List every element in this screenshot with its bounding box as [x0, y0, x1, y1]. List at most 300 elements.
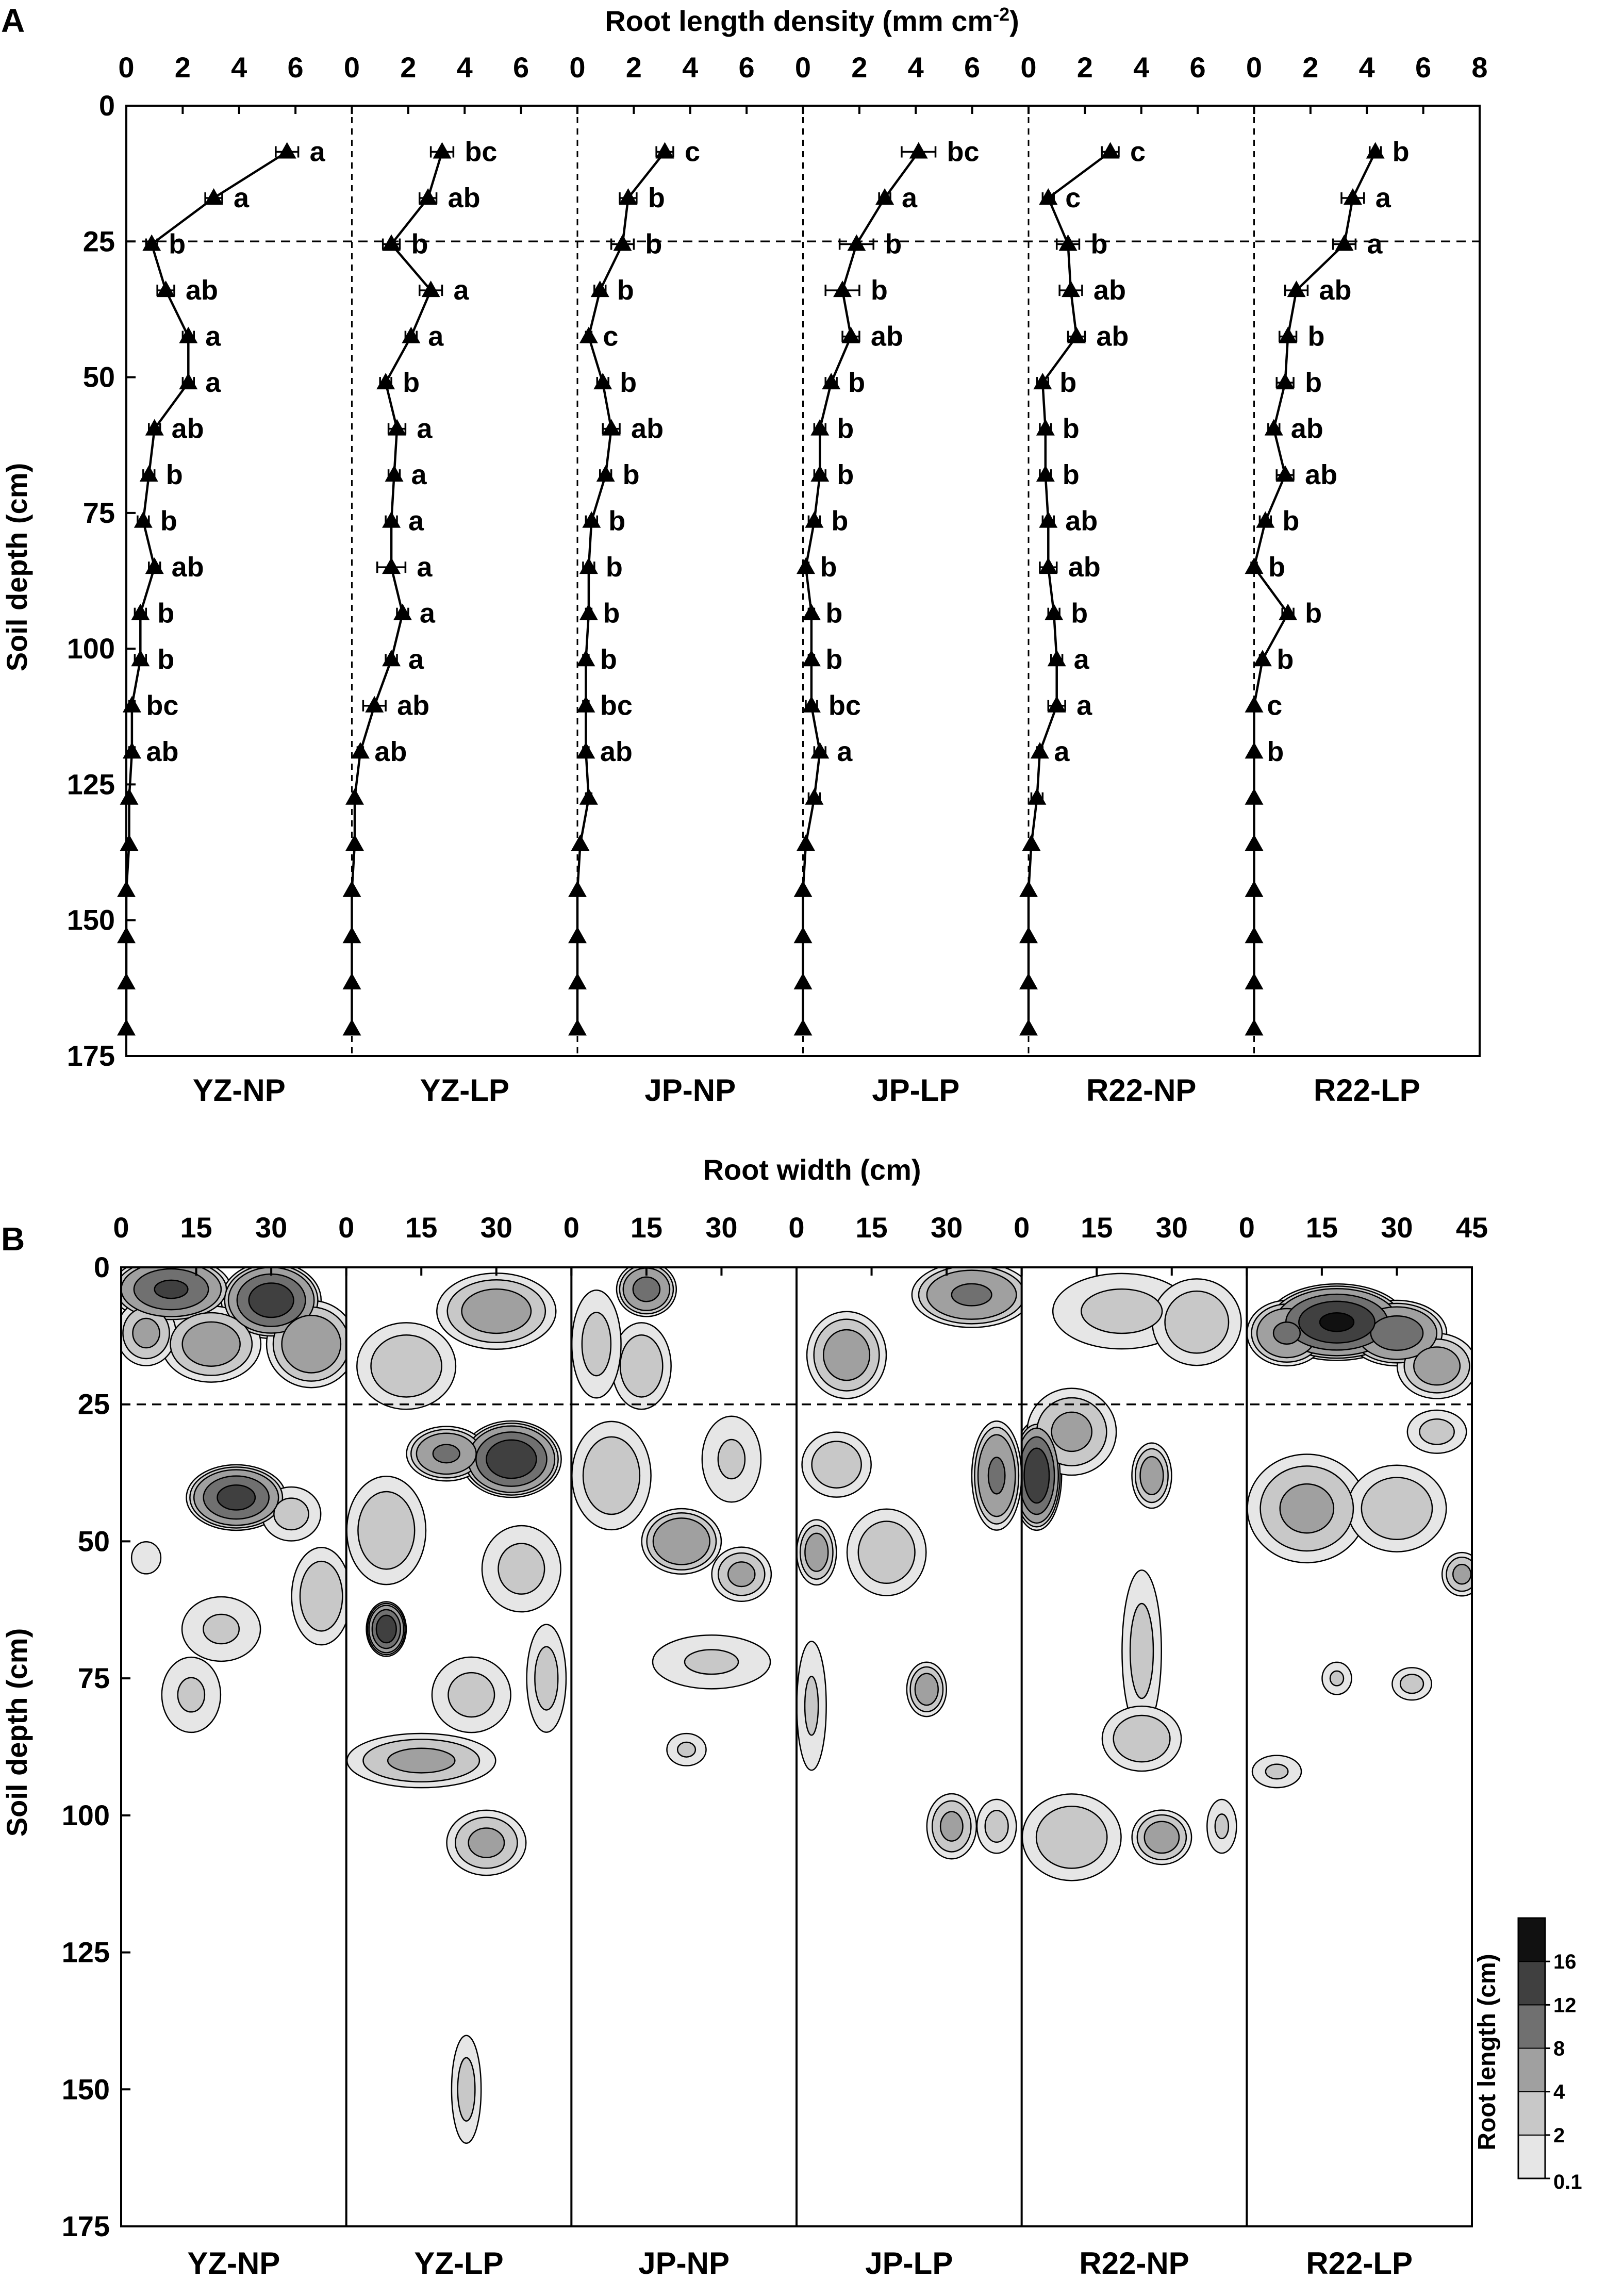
significance-letter: ab — [397, 690, 430, 721]
y-tick-label: 50 — [77, 1525, 110, 1558]
significance-letter: ab — [631, 413, 664, 444]
data-point-triangle — [797, 557, 815, 574]
significance-letter: ab — [146, 736, 179, 768]
data-point-triangle — [797, 834, 815, 851]
significance-letter: a — [411, 459, 427, 491]
significance-letter: ab — [600, 736, 633, 768]
significance-letter: b — [608, 505, 626, 537]
data-point-triangle — [614, 235, 632, 251]
data-point-triangle — [343, 881, 361, 897]
x-tick-label: 0 — [338, 1211, 355, 1244]
data-point-triangle — [794, 881, 813, 897]
significance-letter: c — [684, 136, 700, 168]
y-tick-label: 25 — [82, 225, 115, 258]
contour-band — [1362, 1478, 1432, 1540]
treatment-label: R22-LP — [1313, 1073, 1420, 1108]
significance-letter: b — [160, 505, 177, 537]
significance-letter: b — [825, 598, 843, 629]
significance-letter: b — [1062, 459, 1080, 491]
contour-band — [583, 1437, 640, 1514]
data-point-triangle — [568, 1019, 587, 1035]
significance-letter: b — [1267, 736, 1284, 768]
x-tick-label: 0 — [118, 51, 135, 84]
data-point-triangle — [1101, 142, 1120, 159]
significance-letter: b — [825, 644, 843, 675]
treatment-label: YZ-LP — [414, 2246, 504, 2280]
significance-letter: a — [205, 321, 221, 352]
series-r22-np — [1019, 51, 1206, 1108]
data-point-triangle — [1059, 235, 1078, 251]
significance-letter: a — [1054, 736, 1070, 768]
data-point-triangle — [579, 604, 598, 620]
contour-band — [1165, 1291, 1229, 1353]
significance-letter: b — [1059, 367, 1077, 399]
x-tick-label: 4 — [907, 51, 924, 84]
contour-band — [1419, 1419, 1454, 1444]
contour-panel-r22-lp — [1247, 1267, 1482, 2226]
contour-band — [155, 1280, 188, 1298]
panel-a-plot-area — [67, 51, 1488, 1108]
data-point-triangle — [117, 881, 136, 897]
y-tick-label: 125 — [61, 1936, 110, 1969]
x-tick-label: 0 — [569, 51, 586, 84]
data-point-triangle — [1039, 557, 1057, 574]
significance-letter: b — [837, 413, 854, 444]
significance-letter: b — [1305, 598, 1322, 629]
data-point-triangle — [794, 973, 813, 989]
x-tick-label: 15 — [405, 1211, 438, 1244]
significance-letter: c — [1130, 136, 1146, 168]
x-tick-label: 30 — [1381, 1211, 1413, 1244]
data-point-triangle — [794, 927, 813, 943]
colorbar-tick-label: 16 — [1553, 1951, 1577, 1974]
data-point-triangle — [568, 881, 587, 897]
contour-band — [858, 1522, 915, 1583]
significance-letter: b — [870, 275, 888, 306]
y-tick-label: 0 — [98, 89, 115, 122]
contour-band — [805, 1676, 818, 1735]
significance-letter: a — [1076, 690, 1092, 721]
x-tick-label: 6 — [287, 51, 304, 84]
contour-panel-yz-np — [111, 1257, 356, 2226]
colorbar-tick-label: 0.1 — [1553, 2171, 1582, 2193]
significance-letter: b — [157, 644, 175, 675]
contour-band — [940, 1812, 963, 1841]
significance-letter: a — [205, 367, 221, 399]
treatment-label: JP-LP — [865, 2246, 953, 2280]
significance-letter: b — [820, 552, 837, 583]
contour-band — [433, 1445, 460, 1463]
panel-b-letter: B — [1, 1220, 25, 1258]
data-point-triangle — [568, 927, 587, 943]
x-tick-label: 30 — [930, 1211, 963, 1244]
data-point-triangle — [909, 142, 928, 159]
panel-b-title: Root width (cm) — [703, 1153, 921, 1186]
series-line — [1254, 152, 1376, 1029]
significance-letter: c — [1267, 690, 1283, 721]
data-point-triangle — [1344, 188, 1362, 205]
contour-band — [1320, 1313, 1354, 1331]
data-point-triangle — [1245, 788, 1264, 805]
x-tick-label: 8 — [1471, 51, 1488, 84]
x-tick-label: 15 — [1081, 1211, 1113, 1244]
y-tick-label: 150 — [67, 903, 115, 936]
significance-letter: bc — [146, 690, 179, 721]
significance-letter: b — [1090, 228, 1108, 260]
significance-letter: ab — [1068, 552, 1101, 583]
contour-band — [823, 1330, 870, 1380]
contour-band — [718, 1440, 745, 1479]
data-point-triangle — [1019, 1019, 1038, 1035]
contour-band — [1273, 1322, 1300, 1344]
significance-letter: b — [1062, 413, 1080, 444]
panel-b-plot-area — [62, 1211, 1488, 2280]
significance-letter: b — [885, 228, 902, 260]
colorbar-band — [1518, 1918, 1545, 1961]
treatment-label: JP-NP — [644, 1073, 736, 1108]
colorbar-band — [1518, 2092, 1545, 2135]
data-point-triangle — [278, 142, 296, 159]
significance-letter: a — [428, 321, 444, 352]
x-tick-label: 6 — [1189, 51, 1206, 84]
data-point-triangle — [841, 327, 860, 343]
data-point-triangle — [571, 834, 589, 851]
significance-letter: a — [902, 183, 918, 214]
x-tick-label: 6 — [513, 51, 529, 84]
x-tick-label: 2 — [400, 51, 417, 84]
data-point-triangle — [388, 419, 406, 436]
treatment-label: R22-NP — [1086, 1073, 1197, 1108]
significance-letter: a — [309, 136, 325, 168]
colorbar-band — [1518, 1961, 1545, 2005]
significance-letter: b — [169, 228, 186, 260]
significance-letter: b — [1268, 552, 1285, 583]
x-tick-label: 30 — [255, 1211, 288, 1244]
x-tick-label: 0 — [563, 1211, 579, 1244]
data-point-triangle — [1253, 650, 1272, 666]
significance-letter: b — [605, 552, 623, 583]
significance-letter: b — [837, 459, 854, 491]
panel-a-ylabel: Soil depth (cm) — [1, 462, 33, 672]
significance-letter: b — [648, 183, 665, 214]
x-tick-label: 2 — [625, 51, 642, 84]
x-tick-label: 4 — [231, 51, 247, 84]
contour-band — [458, 2058, 475, 2121]
data-point-triangle — [345, 788, 364, 805]
contour-band — [1024, 1448, 1050, 1503]
contour-band — [620, 1335, 662, 1397]
colorbar-band — [1518, 2005, 1545, 2048]
data-point-triangle — [1245, 1019, 1264, 1035]
x-tick-label: 0 — [343, 51, 360, 84]
data-point-triangle — [602, 419, 621, 436]
contour-band — [1052, 1412, 1092, 1451]
contour-band — [952, 1284, 992, 1306]
panel-background — [121, 1267, 346, 2226]
contour-band — [469, 1828, 504, 1857]
contour-panel-yz-lp — [346, 1267, 572, 2226]
colorbar — [1473, 1918, 1582, 2193]
contour-band — [985, 1810, 1008, 1842]
x-tick-label: 15 — [855, 1211, 888, 1244]
significance-letter: b — [1305, 367, 1322, 399]
x-tick-label: 6 — [964, 51, 981, 84]
significance-letter: b — [617, 275, 634, 306]
significance-letter: ab — [1096, 321, 1129, 352]
x-tick-label: 45 — [1455, 1211, 1488, 1244]
x-tick-label: 0 — [794, 51, 811, 84]
x-tick-label: 0 — [1238, 1211, 1255, 1244]
panel-a — [1, 2, 1488, 1108]
data-point-triangle — [802, 650, 821, 666]
significance-letter: a — [419, 598, 435, 629]
contour-band — [1330, 1671, 1344, 1686]
significance-letter: a — [417, 413, 433, 444]
y-tick-label: 100 — [67, 632, 115, 665]
x-tick-label: 2 — [851, 51, 868, 84]
treatment-label: YZ-NP — [187, 2246, 280, 2280]
significance-letter: b — [411, 228, 428, 260]
contour-band — [462, 1289, 531, 1333]
x-tick-label: 30 — [1155, 1211, 1188, 1244]
significance-letter: b — [1392, 136, 1410, 168]
contour-band — [1266, 1764, 1288, 1779]
contour-band — [1145, 1822, 1179, 1853]
significance-letter: c — [603, 321, 619, 352]
significance-letter: ab — [870, 321, 903, 352]
data-point-triangle — [576, 650, 595, 666]
contour-band — [1114, 1715, 1170, 1762]
data-point-triangle — [117, 1019, 136, 1035]
contour-band — [486, 1440, 536, 1478]
contour-panel-jp-lp — [797, 1262, 1031, 2226]
y-tick-label: 150 — [61, 2073, 110, 2106]
contour-band — [282, 1315, 341, 1373]
y-tick-label: 0 — [93, 1251, 110, 1283]
data-point-triangle — [794, 1019, 813, 1035]
data-point-triangle — [117, 927, 136, 943]
contour-band — [1453, 1564, 1471, 1584]
y-tick-label: 75 — [82, 496, 115, 529]
data-point-triangle — [419, 188, 437, 205]
x-tick-label: 4 — [682, 51, 699, 84]
x-tick-label: 4 — [1133, 51, 1150, 84]
contour-band — [1215, 1814, 1229, 1839]
data-point-triangle — [1019, 927, 1038, 943]
data-point-triangle — [1245, 973, 1264, 989]
x-tick-label: 0 — [1014, 1211, 1030, 1244]
contour-band — [633, 1277, 660, 1302]
x-tick-label: 30 — [705, 1211, 738, 1244]
significance-letter: a — [1073, 644, 1089, 675]
series-r22-lp — [1245, 51, 1488, 1108]
colorbar-band — [1518, 2135, 1545, 2178]
significance-letter: ab — [171, 413, 204, 444]
y-tick-label: 175 — [67, 1039, 115, 1072]
x-tick-label: 0 — [113, 1211, 129, 1244]
data-point-triangle — [120, 788, 138, 805]
contour-band — [274, 1498, 308, 1530]
data-point-triangle — [120, 834, 138, 851]
significance-letter: ab — [374, 736, 407, 768]
x-tick-label: 15 — [630, 1211, 663, 1244]
significance-letter: ab — [448, 183, 480, 214]
data-point-triangle — [1245, 927, 1264, 943]
data-point-triangle — [568, 973, 587, 989]
data-point-triangle — [1276, 465, 1295, 482]
data-point-triangle — [576, 696, 595, 713]
data-point-triangle — [579, 327, 598, 343]
contour-panel-jp-np — [571, 1262, 797, 2226]
contour-band — [498, 1543, 544, 1594]
x-tick-label: 4 — [1358, 51, 1375, 84]
data-point-triangle — [343, 973, 361, 989]
data-point-triangle — [382, 557, 401, 574]
data-point-triangle — [1031, 742, 1049, 758]
contour-band — [988, 1457, 1005, 1494]
significance-letter: b — [1277, 644, 1294, 675]
data-point-triangle — [1245, 557, 1264, 574]
contour-band — [653, 1518, 710, 1564]
contour-band — [388, 1748, 455, 1773]
significance-letter: a — [1367, 228, 1383, 260]
series-yz-lp — [343, 51, 529, 1108]
series-line — [803, 152, 919, 1029]
significance-letter: bc — [465, 136, 498, 168]
significance-letter: ab — [1065, 505, 1098, 537]
significance-letter: a — [233, 183, 249, 214]
contour-band — [677, 1742, 695, 1757]
contour-panel-r22-np — [1012, 1267, 1247, 2226]
contour-band — [582, 1312, 611, 1376]
significance-letter: b — [165, 459, 183, 491]
data-point-triangle — [1245, 834, 1264, 851]
significance-letter: b — [645, 228, 662, 260]
contour-band — [915, 1674, 938, 1705]
data-point-triangle — [1245, 696, 1264, 713]
y-tick-label: 100 — [61, 1798, 110, 1831]
significance-letter: b — [1071, 598, 1088, 629]
x-tick-label: 2 — [1302, 51, 1319, 84]
y-tick-label: 75 — [77, 1662, 110, 1695]
x-tick-label: 15 — [180, 1211, 212, 1244]
significance-letter: a — [408, 644, 424, 675]
significance-letter: ab — [171, 552, 204, 583]
significance-letter: a — [453, 275, 469, 306]
data-point-triangle — [205, 188, 223, 205]
significance-letter: ab — [1319, 275, 1352, 306]
contour-band — [448, 1673, 494, 1717]
contour-band — [1036, 1806, 1107, 1868]
contour-band — [728, 1562, 755, 1587]
contour-band — [358, 1492, 415, 1569]
significance-letter: b — [1282, 505, 1300, 537]
contour-band — [1280, 1484, 1334, 1533]
contour-band — [203, 1614, 239, 1644]
y-tick-label: 25 — [77, 1387, 110, 1420]
data-point-triangle — [802, 604, 821, 620]
panel-b — [1, 1153, 1582, 2280]
significance-letter: ab — [185, 275, 218, 306]
x-tick-label: 0 — [788, 1211, 805, 1244]
data-point-triangle — [157, 280, 175, 297]
contour-band — [218, 1485, 255, 1510]
data-point-triangle — [1279, 327, 1297, 343]
significance-letter: ab — [1093, 275, 1126, 306]
data-point-triangle — [1276, 373, 1295, 389]
treatment-label: R22-NP — [1079, 2246, 1189, 2280]
significance-letter: b — [831, 505, 849, 537]
significance-letter: bc — [947, 136, 980, 168]
colorbar-title: Root length (cm) — [1473, 1954, 1501, 2151]
data-point-triangle — [1335, 235, 1354, 251]
contour-band — [300, 1561, 342, 1631]
contour-band — [1400, 1674, 1423, 1693]
colorbar-band — [1518, 2048, 1545, 2092]
contour-band — [535, 1647, 558, 1710]
significance-letter: b — [848, 367, 866, 399]
colorbar-tick-label: 12 — [1553, 1994, 1577, 2017]
contour-band — [132, 1318, 159, 1348]
panel-a-letter: A — [1, 2, 25, 39]
contour-band — [812, 1442, 861, 1488]
treatment-label: YZ-NP — [192, 1073, 286, 1108]
significance-letter: bc — [600, 690, 633, 721]
significance-letter: ab — [1305, 459, 1338, 491]
contour-band — [249, 1283, 294, 1317]
x-tick-label: 0 — [1020, 51, 1037, 84]
significance-letter: b — [622, 459, 640, 491]
significance-letter: b — [620, 367, 637, 399]
contour-band — [183, 1322, 240, 1366]
significance-letter: a — [1375, 183, 1391, 214]
data-point-triangle — [1019, 881, 1038, 897]
contour-band — [178, 1678, 205, 1712]
data-point-triangle — [1022, 834, 1040, 851]
x-tick-label: 6 — [738, 51, 755, 84]
x-tick-label: 6 — [1415, 51, 1432, 84]
series-yz-np — [117, 51, 326, 1108]
treatment-label: R22-LP — [1306, 2246, 1413, 2280]
data-point-triangle — [1019, 973, 1038, 989]
contour-band — [1130, 1604, 1153, 1698]
colorbar-tick-label: 4 — [1553, 2080, 1565, 2104]
panel-a-title: Root length density (mm $cm^{-2}$) — [605, 4, 1019, 37]
significance-letter: b — [600, 644, 617, 675]
data-point-triangle — [117, 973, 136, 989]
data-point-triangle — [579, 788, 598, 805]
significance-letter: b — [403, 367, 420, 399]
data-point-triangle — [1245, 742, 1264, 758]
significance-letter: b — [1307, 321, 1325, 352]
data-point-triangle — [847, 235, 866, 251]
contour-band — [1414, 1347, 1460, 1385]
contour-band — [805, 1533, 828, 1572]
data-point-triangle — [1245, 881, 1264, 897]
data-point-triangle — [576, 742, 595, 758]
y-tick-label: 125 — [67, 768, 115, 801]
x-tick-label: 4 — [456, 51, 473, 84]
data-point-triangle — [343, 1019, 361, 1035]
data-point-triangle — [1062, 280, 1080, 297]
data-point-triangle — [433, 142, 452, 159]
contour-band — [685, 1649, 738, 1674]
colorbar-tick-label: 8 — [1553, 2037, 1565, 2060]
contour-band — [371, 1335, 441, 1397]
x-tick-label: 30 — [480, 1211, 512, 1244]
data-point-triangle — [351, 742, 370, 758]
series-jp-lp — [794, 51, 981, 1108]
